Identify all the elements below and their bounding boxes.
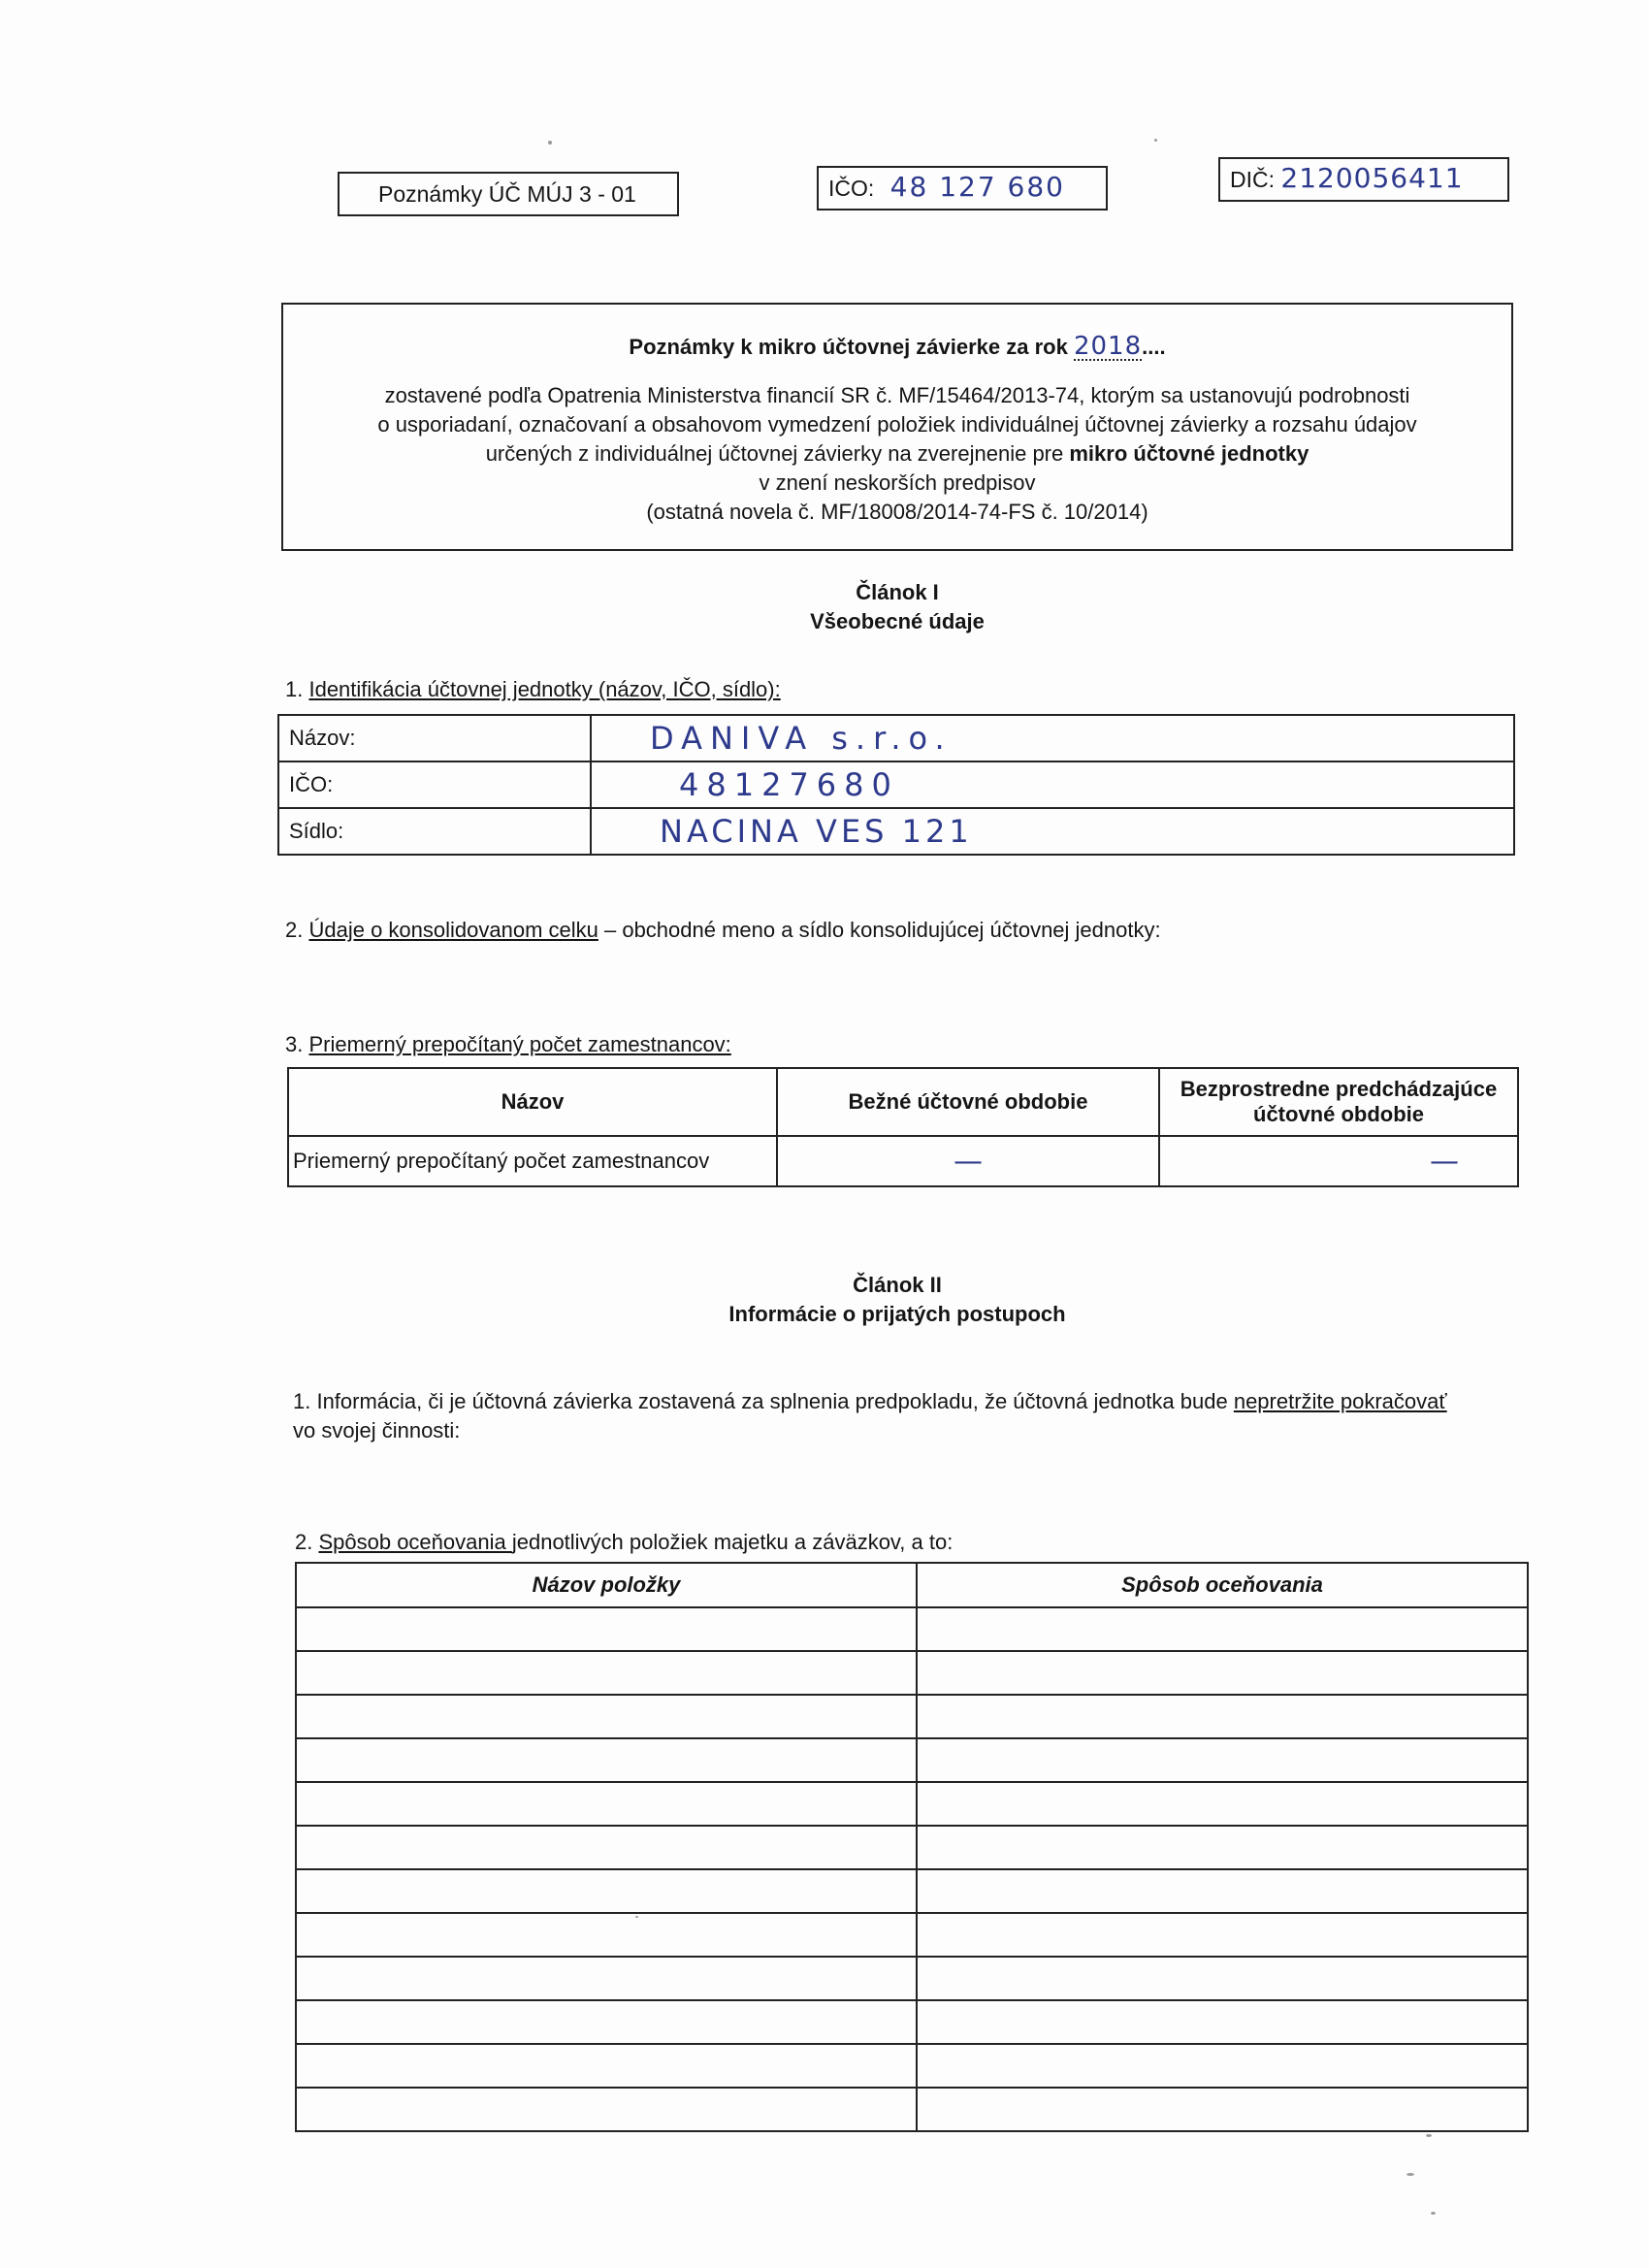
col-current: Bežné účtovné obdobie [777, 1068, 1159, 1136]
item-1-number: 1. [285, 677, 309, 701]
title-line-3 [283, 439, 1511, 469]
a2-item-1-text: 1. Informácia, či je účtovná závierka zostavená za splnenia predpokladu, že účtovná jednotka bude [293, 1389, 1234, 1413]
table-row [296, 1651, 1528, 1695]
ico-value: 48 127 680 [889, 171, 1065, 203]
valuation-method-cell [917, 2044, 1528, 2088]
valuation-method-cell [917, 1869, 1528, 1913]
id-value-name: DANIVA s.r.o. [650, 720, 953, 757]
table-row [296, 2044, 1528, 2088]
identification-table [277, 714, 1515, 856]
a2-item-2-number: 2. [295, 1530, 319, 1554]
valuation-method-cell [917, 1695, 1528, 1738]
valuation-method-cell [917, 1957, 1528, 2000]
ico-label: IČO: [828, 176, 875, 201]
title-prefix: Poznámky k mikro účtovnej závierke za rok [629, 335, 1074, 359]
year-value: 2018 [1073, 332, 1143, 361]
title-suffix: .... [1142, 335, 1166, 359]
item-2-number: 2. [285, 918, 309, 942]
table-row [296, 2000, 1528, 2044]
title-line-1: zostavené podľa Opatrenia Ministerstva financií SR č. MF/15464/2013-74, ktorým sa ustanovujú podrobnosti [384, 383, 1410, 407]
valuation-method-cell [917, 2088, 1528, 2131]
table-row [278, 715, 1514, 761]
title-line-2: o usporiadaní, označovaní a obsahovom vymedzení položiek individuálnej účtovnej závierky a rozsahu údajov [377, 412, 1417, 437]
a2-item-1-line2: vo svojej činnosti: [293, 1418, 461, 1442]
form-code: Poznámky ÚČ MÚJ 3 - 01 [378, 181, 636, 207]
item-name-cell [296, 1957, 917, 2000]
employee-count-table [287, 1067, 1519, 1187]
article-1-item-2 [285, 916, 1161, 945]
valuation-method-cell [917, 1782, 1528, 1826]
valuation-method-cell [917, 1738, 1528, 1782]
article-1-item-1 [285, 675, 781, 704]
dic-label: DIČ: [1230, 167, 1275, 192]
valuation-method-cell [917, 2000, 1528, 2044]
ico-box [817, 166, 1108, 211]
employee-current-value: — [954, 1144, 983, 1179]
table-row [296, 1607, 1528, 1651]
item-name-cell [296, 1869, 917, 1913]
article-2-heading [0, 1271, 1649, 1329]
title-line-4: v znení neskorších predpisov [759, 470, 1036, 495]
item-1-label: Identifikácia účtovnej jednotky (názov, IČO, sídlo): [308, 677, 781, 701]
a2-item-1-underlined: nepretržite pokračovať [1233, 1389, 1447, 1413]
table-row [278, 808, 1514, 855]
scan-speck [1154, 139, 1157, 142]
col-valuation-method: Spôsob oceňovania [917, 1563, 1528, 1607]
item-name-cell [296, 2044, 917, 2088]
id-label-name: Názov: [278, 715, 591, 761]
item-name-cell [296, 1607, 917, 1651]
article-2-subtitle: Informácie o prijatých postupoch [728, 1302, 1066, 1326]
valuation-method-cell [917, 1651, 1528, 1695]
item-name-cell [296, 1695, 917, 1738]
article-2-title: Článok II [853, 1273, 942, 1297]
item-3-label: Priemerný prepočítaný počet zamestnancov: [308, 1032, 731, 1056]
valuation-table-body [296, 1607, 1528, 2131]
dic-value: 2120056411 [1280, 162, 1464, 194]
col-previous: Bezprostredne predchádzajúce účtovné obdobie [1159, 1068, 1518, 1136]
item-3-number: 3. [285, 1032, 309, 1056]
table-row [296, 1695, 1528, 1738]
item-2-label: Údaje o konsolidovanom celku [308, 918, 598, 942]
table-row [296, 1782, 1528, 1826]
scan-speck [635, 1916, 638, 1918]
table-row [296, 1869, 1528, 1913]
id-value-ico: 48127680 [679, 766, 899, 803]
a2-item-2-label: Spôsob oceňovania [318, 1530, 512, 1554]
item-name-cell [296, 1651, 917, 1695]
form-code-box [338, 172, 679, 216]
item-name-cell [296, 2000, 917, 2044]
employee-previous-value: — [1430, 1144, 1459, 1179]
scan-speck [1406, 2173, 1414, 2176]
a2-item-2-rest: jednotlivých položiek majetku a záväzkov, a to: [511, 1530, 954, 1554]
scan-speck [548, 141, 552, 145]
article-2-item-1 [293, 1387, 1535, 1445]
table-row [296, 1738, 1528, 1782]
employee-row-label: Priemerný prepočítaný počet zamestnancov [288, 1136, 777, 1186]
table-row [288, 1068, 1518, 1136]
dic-box [1218, 157, 1509, 202]
id-label-ico: IČO: [278, 761, 591, 808]
title-line [283, 332, 1511, 362]
col-item-name: Názov položky [296, 1563, 917, 1607]
table-row [296, 1957, 1528, 2000]
table-row [296, 1913, 1528, 1957]
table-row [296, 2088, 1528, 2131]
id-label-seat: Sídlo: [278, 808, 591, 855]
table-row [278, 761, 1514, 808]
table-row [296, 1826, 1528, 1869]
valuation-method-cell [917, 1826, 1528, 1869]
table-row [288, 1136, 1518, 1186]
valuation-table [295, 1562, 1529, 2132]
article-1-subtitle: Všeobecné údaje [810, 609, 985, 633]
scan-speck [1431, 2212, 1436, 2215]
article-2-item-2 [295, 1528, 953, 1557]
valuation-method-cell [917, 1913, 1528, 1957]
title-line-3-text: určených z individuálnej účtovnej závierky na zverejnenie pre [485, 441, 1070, 466]
article-1-heading [0, 578, 1649, 636]
item-name-cell [296, 2088, 917, 2131]
item-name-cell [296, 1826, 917, 1869]
title-line-3-bold: mikro účtovné jednotky [1069, 441, 1310, 466]
article-1-title: Článok I [856, 580, 939, 604]
item-2-rest: – obchodné meno a sídlo konsolidujúcej účtovnej jednotky: [598, 918, 1161, 942]
scan-speck [1426, 2134, 1432, 2137]
item-name-cell [296, 1782, 917, 1826]
id-value-seat: NACINA VES 121 [660, 813, 973, 850]
article-1-item-3 [285, 1030, 731, 1059]
title-block [281, 303, 1513, 551]
item-name-cell [296, 1738, 917, 1782]
item-name-cell [296, 1913, 917, 1957]
col-name: Názov [288, 1068, 777, 1136]
table-row [296, 1563, 1528, 1607]
title-line-5: (ostatná novela č. MF/18008/2014-74-FS č. 10/2014) [646, 500, 1148, 524]
valuation-method-cell [917, 1607, 1528, 1651]
